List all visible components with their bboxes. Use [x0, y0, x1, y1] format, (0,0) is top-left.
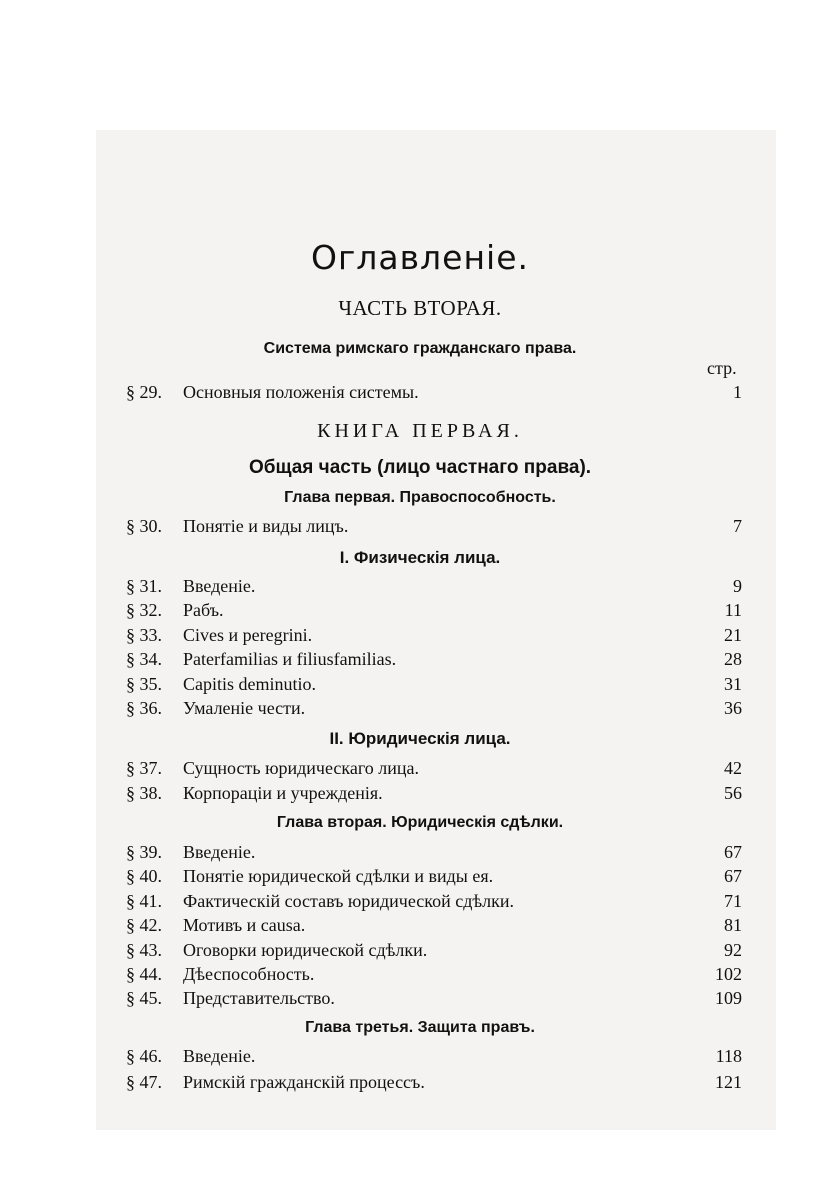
toc-entry — [126, 1046, 742, 1070]
section-title: Представительство. — [183, 988, 335, 1008]
page-number: 42 — [724, 758, 742, 778]
section-title: Умаленіе чести. — [183, 698, 306, 718]
toc-entry — [126, 576, 742, 600]
general-part-heading: Общая часть (лицо частнаго права). — [248, 457, 592, 478]
section-title: Мотивъ и causa. — [183, 915, 306, 935]
section-number: § 47. — [126, 1072, 162, 1092]
page-number: 67 — [724, 866, 742, 886]
system-heading: Система римскаго гражданскаго права. — [263, 340, 577, 357]
section-title: Дѣеспособность. — [183, 964, 315, 984]
page-number: 121 — [715, 1072, 742, 1092]
toc-entry — [126, 649, 742, 673]
section-number: § 44. — [126, 964, 162, 984]
section-title: Введеніе. — [183, 1046, 256, 1066]
section-title: Сущность юридическаго лица. — [183, 758, 420, 778]
page-number: 9 — [733, 576, 742, 596]
section-number: § 34. — [126, 649, 162, 669]
section-number: § 39. — [126, 842, 162, 862]
section-number: § 43. — [126, 940, 162, 960]
section-title: Римскій гражданскій процессъ. — [183, 1072, 425, 1092]
page-title: Оглавленіе. — [310, 238, 529, 277]
toc-entry — [126, 842, 742, 866]
chapter-heading: Глава первая. Правоспособность. — [284, 489, 556, 506]
toc-entry — [126, 940, 742, 964]
section-number: § 33. — [126, 625, 162, 645]
toc-entry — [126, 600, 742, 624]
toc-entry — [126, 866, 742, 890]
section-title: Введеніе. — [183, 576, 256, 596]
section-title: Оговорки юридической сдѣлки. — [183, 940, 428, 960]
toc-entry — [126, 891, 742, 915]
toc-entry — [126, 964, 742, 988]
section-number: § 42. — [126, 915, 162, 935]
chapter-heading: Глава третья. Защита правъ. — [305, 1019, 535, 1036]
page-number: 1 — [733, 382, 742, 402]
section-number: § 40. — [126, 866, 162, 886]
section-number: § 31. — [126, 576, 162, 596]
page-number: 56 — [724, 783, 742, 803]
section-number: § 41. — [126, 891, 162, 911]
toc-entry — [126, 625, 742, 649]
section-number: § 32. — [126, 600, 162, 620]
section-number: § 37. — [126, 758, 162, 778]
page-number: 118 — [715, 1046, 742, 1066]
page-number: 102 — [715, 964, 742, 984]
page-number: 71 — [724, 891, 742, 911]
page-number: 11 — [724, 600, 742, 620]
section-number: § 36. — [126, 698, 162, 718]
subsection-heading: I. Физическія лица. — [339, 548, 501, 567]
toc-entry — [126, 516, 742, 540]
section-number: § 35. — [126, 674, 162, 694]
chapter-heading: Глава вторая. Юридическія сдѣлки. — [276, 814, 564, 831]
page-number: 109 — [715, 988, 742, 1008]
toc-entry — [126, 674, 742, 698]
page-number: 28 — [724, 649, 742, 669]
section-title: Понятіе юридической сдѣлки и виды ея. — [183, 866, 494, 886]
toc-entry — [126, 382, 742, 406]
section-title: Рабъ. — [183, 600, 224, 620]
section-title: Cives и peregrini. — [183, 625, 313, 645]
toc-entry — [126, 915, 742, 939]
page-column-label: стр. — [707, 358, 737, 378]
section-number: § 45. — [126, 988, 162, 1008]
subsection-heading: II. Юридическія лица. — [329, 729, 511, 748]
section-title: Paterfamilias и filiusfamilias. — [183, 649, 397, 669]
section-title: Фактическій составъ юридической сдѣлки. — [183, 891, 515, 911]
page-number: 81 — [724, 915, 742, 935]
section-title: Введеніе. — [183, 842, 256, 862]
page-number: 21 — [724, 625, 742, 645]
section-number: § 46. — [126, 1046, 162, 1066]
section-title: Основныя положенія системы. — [183, 382, 419, 402]
section-title: Понятіе и виды лицъ. — [183, 516, 349, 536]
part-heading: ЧАСТЬ ВТОРАЯ. — [338, 296, 502, 320]
section-title: Корпораціи и учрежденія. — [183, 783, 383, 803]
toc-entry — [126, 698, 742, 722]
toc-entry — [126, 1072, 742, 1096]
page-number: 31 — [724, 674, 742, 694]
section-title: Capitis deminutio. — [183, 674, 316, 694]
page-number: 92 — [724, 940, 742, 960]
page-number: 7 — [733, 516, 742, 536]
toc-entry — [126, 988, 742, 1012]
page-number: 36 — [724, 698, 742, 718]
page-number: 67 — [724, 842, 742, 862]
section-number: § 29. — [126, 382, 162, 402]
toc-entry — [126, 758, 742, 782]
section-number: § 30. — [126, 516, 162, 536]
toc-entry — [126, 783, 742, 807]
book-heading: КНИГА ПЕРВАЯ. — [317, 420, 523, 442]
section-number: § 38. — [126, 783, 162, 803]
